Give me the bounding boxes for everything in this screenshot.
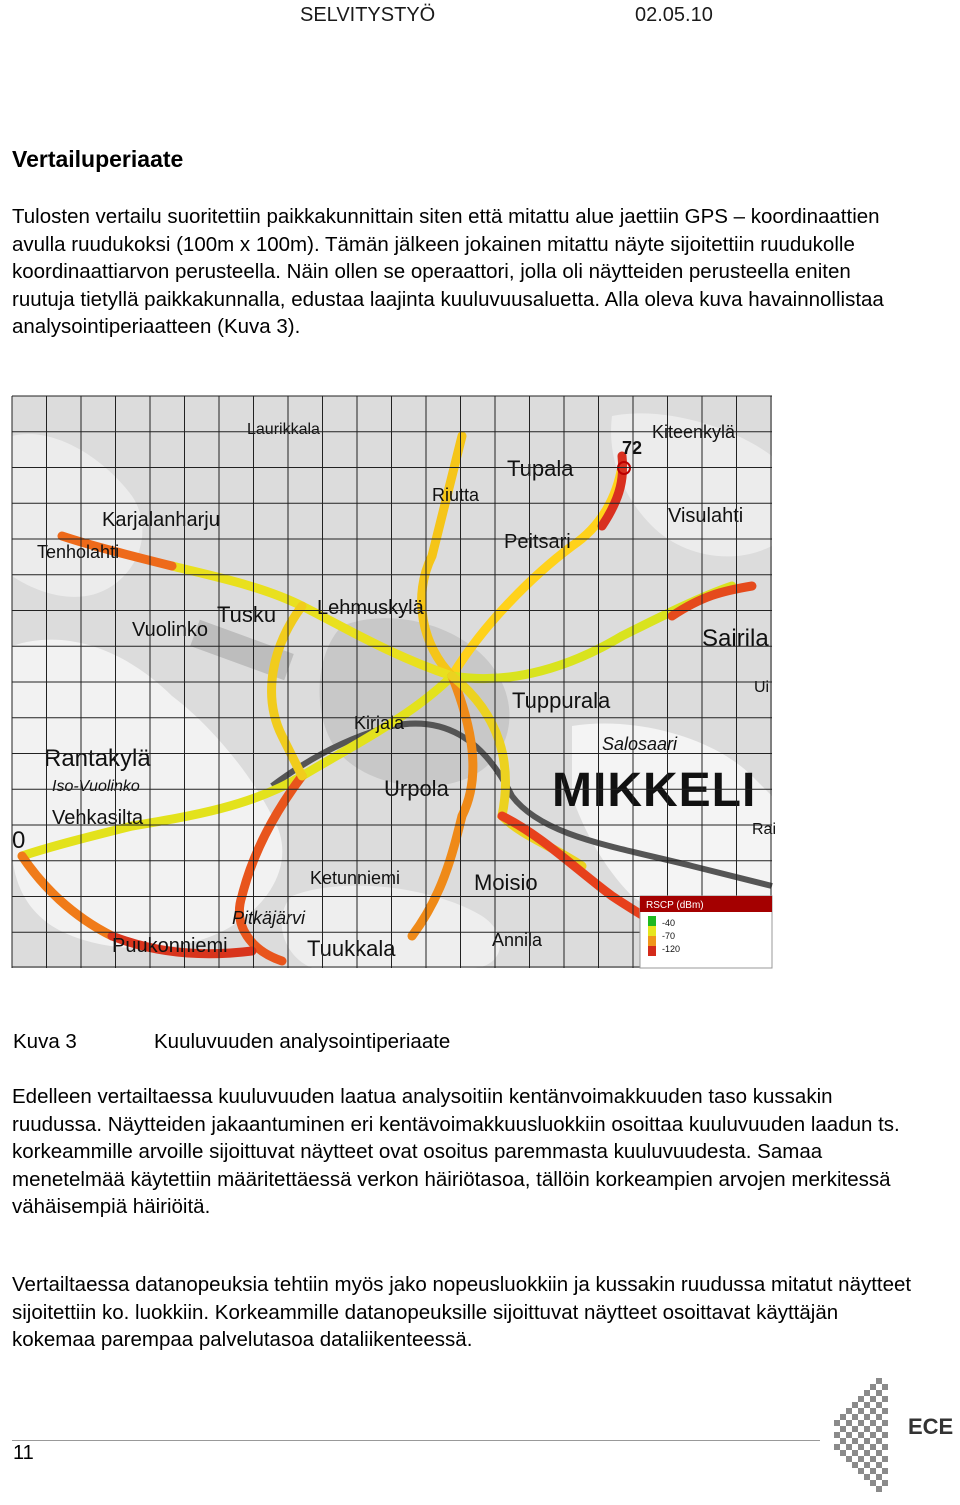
svg-text:Moisio: Moisio [474,870,538,895]
svg-text:Tenholahti: Tenholahti [37,542,120,562]
section-heading: Vertailuperiaate [12,146,184,172]
svg-text:Vehkasilta: Vehkasilta [52,807,144,829]
footer-divider [12,1440,820,1441]
header-date: 02.05.10 [635,4,713,26]
svg-text:Urpola: Urpola [384,776,449,801]
svg-text:Laurikkala: Laurikkala [247,421,320,438]
svg-text:Peitsari: Peitsari [504,531,571,553]
svg-text:Rantakylä: Rantakylä [44,745,151,772]
legend-value-high: -40 [662,918,676,928]
svg-text:Tusku: Tusku [217,602,277,627]
svg-text:Tupala: Tupala [507,456,574,481]
svg-text:Karjalanharju: Karjalanharju [102,509,220,531]
svg-text:Annila: Annila [492,930,543,950]
quality-paragraph: Edelleen vertailtaessa kuuluvuuden laatua analysoitiin kentänvoimakkuuden taso kussakin ruudussa. Näytteiden jakaantuminen eri kentävoimakkuusluokkiin osoittaa kuuluvuuden laadun ts. korkeammille arvoille sijoittuvat näytteet ovat osoitus paremmasta kuuluvuudesta. Samaa menetelmää käytettiin määritettäessä verkon häiriötasoa, tällöin korkeampien arvojen merkitessä vähäisempiä häiriöitä. [12,1085,900,1218]
page-number: 11 [13,1442,34,1464]
svg-text:MIKKELI: MIKKELI [552,764,757,817]
page-header [300,4,940,30]
svg-text:Kirjala: Kirjala [354,713,405,733]
intro-paragraph: Tulosten vertailu suoritettiin paikkakunnittain siten että mitattu alue jaettiin GPS – koordinaattien avulla ruudukoksi (100m x 100m). Tämän jälkeen jokainen mitattu näyte sijoitettiin ruudukolle koordinaattiarvon perusteella. Näin ollen se operaattori, jolla oli näytteiden perusteella eniten ruutuja tietyllä paikkakunnalla, edustaa laajinta kuuluvuusaluetta. Alla oleva kuva havainnollistaa analysointiperiaatteen (Kuva 3). [12,205,884,338]
map-label-72: 72 [622,438,643,458]
header-title: SELVITYSTYÖ [300,4,436,26]
svg-text:Iso-Vuolinko: Iso-Vuolinko [52,778,140,795]
legend-value-low: -120 [662,944,681,954]
legend-title: RSCP (dBm) [646,900,704,911]
ece-logo [830,1372,960,1502]
svg-text:Lehmuskylä: Lehmuskylä [317,597,424,619]
logo-pixel-pattern [834,1378,888,1492]
svg-text:Tuukkala: Tuukkala [307,936,396,961]
svg-text:Pitkäjärvi: Pitkäjärvi [232,908,306,928]
coverage-map [12,396,777,968]
svg-text:Ui: Ui [754,679,770,696]
svg-text:Salosaari: Salosaari [602,734,678,754]
figure-number: Kuva 3 [13,1030,77,1053]
svg-text:0: 0 [12,827,26,854]
svg-text:Visulahti: Visulahti [668,505,744,527]
figure-caption: Kuuluvuuden analysointiperiaate [154,1030,451,1053]
rscp-legend [640,896,772,968]
svg-text:Kiteenkylä: Kiteenkylä [652,422,736,442]
svg-text:Sairila: Sairila [702,625,769,652]
datarate-paragraph: Vertailtaessa datanopeuksia tehtiin myös jako nopeusluokkiin ja kussakin ruudussa mitatut näytteet sijoitettiin ko. luokkiin. Korkeammille datanopeuksille sijoittuvat näytteet osoittavat käyttäjän kokemaa parempaa palvelutasoa dataliikenteessä. [12,1273,912,1351]
legend-value-mid: -70 [662,931,676,941]
svg-text:Rai: Rai [752,821,777,838]
svg-text:Ketunniemi: Ketunniemi [310,868,401,888]
svg-text:Tuppurala: Tuppurala [512,688,611,713]
logo-text: ECE [908,1414,954,1439]
svg-text:Vuolinko: Vuolinko [132,619,208,641]
svg-text:Puukonniemi: Puukonniemi [112,935,228,957]
svg-text:Riutta: Riutta [432,485,480,505]
